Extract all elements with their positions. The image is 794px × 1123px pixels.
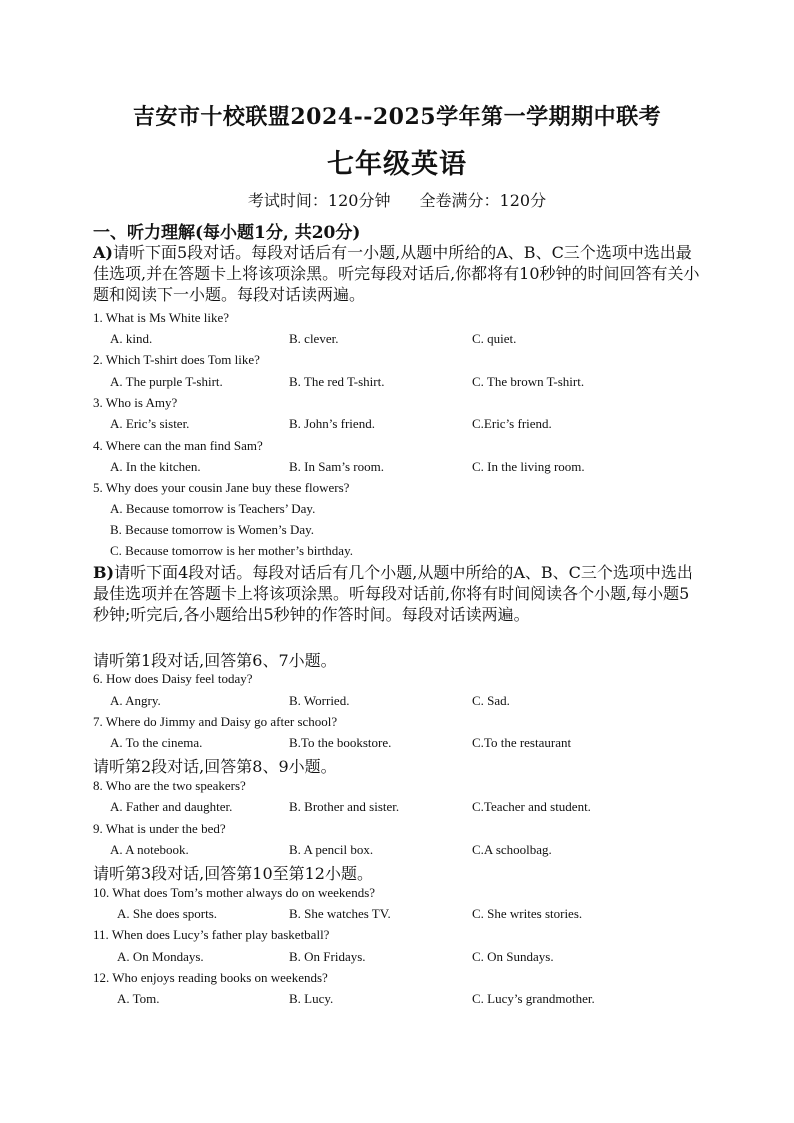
question-11: 11. When does Lucy’s father play basketball?	[93, 927, 330, 942]
part-a-label: A)	[93, 243, 113, 262]
option-12a: A. Tom.	[117, 991, 160, 1006]
question-5: 5. Why does your cousin Jane buy these flowers?	[93, 480, 350, 495]
option-6b: B. Worried.	[289, 693, 350, 708]
option-1a: A. kind.	[110, 331, 153, 346]
option-4b: B. In Sam’s room.	[289, 459, 384, 474]
option-10c: C. She writes stories.	[472, 906, 583, 921]
part-b-instructions	[93, 562, 705, 625]
option-8b: B. Brother and sister.	[289, 799, 400, 814]
question-7: 7. Where do Jimmy and Daisy go after school?	[93, 714, 338, 729]
question-2: 2. Which T-shirt does Tom like?	[93, 352, 260, 367]
option-11c: C. On Sundays.	[472, 949, 554, 964]
question-12: 12. Who enjoys reading books on weekends?	[93, 970, 328, 985]
option-3c: C.Eric’s friend.	[472, 416, 552, 431]
part-b-label: B)	[93, 563, 115, 582]
option-7a: A. To the cinema.	[110, 735, 203, 750]
question-4: 4. Where can the man find Sam?	[93, 438, 263, 453]
option-7b: B.To the bookstore.	[289, 735, 392, 750]
option-6c: C. Sad.	[472, 693, 510, 708]
question-3: 3. Who is Amy?	[93, 395, 178, 410]
option-2a: A. The purple T-shirt.	[110, 374, 223, 389]
section-heading: 一、听力理解(每小题1分, 共20分)	[93, 223, 361, 243]
exam-score: 全卷满分：120分	[419, 191, 547, 210]
option-1b: B. clever.	[289, 331, 339, 346]
option-7c: C.To the restaurant	[472, 735, 572, 750]
question-10: 10. What does Tom’s mother always do on weekends?	[93, 885, 376, 900]
dialog-1-heading: 请听第1段对话,回答第6、7小题。	[93, 651, 337, 670]
question-8: 8. Who are the two speakers?	[93, 778, 246, 793]
option-12c: C. Lucy’s grandmother.	[472, 991, 595, 1006]
option-4c: C. In the living room.	[472, 459, 585, 474]
question-1: 1. What is Ms White like?	[93, 310, 229, 325]
option-4a: A. In the kitchen.	[110, 459, 201, 474]
option-9a: A. A notebook.	[110, 842, 189, 857]
subject-title: 七年级英语	[327, 149, 467, 180]
option-10b: B. She watches TV.	[289, 906, 391, 921]
option-8c: C.Teacher and student.	[472, 799, 591, 814]
option-8a: A. Father and daughter.	[110, 799, 233, 814]
option-11a: A. On Mondays.	[117, 949, 204, 964]
part-a-text: 请听下面5段对话。每段对话后有一小题,从题中所给的A、B、C三个选项中选出最佳选项,并在答题卡上将该项涂黑。听完每段对话后,你都将有10秒钟的时间回答有关小题和阅读下一小题。每段对话读两遍。	[93, 243, 700, 304]
option-3b: B. John’s friend.	[289, 416, 375, 431]
option-10a: A. She does sports.	[117, 906, 218, 921]
dialog-3-heading: 请听第3段对话,回答第10至第12小题。	[93, 864, 373, 883]
option-3a: A. Eric’s sister.	[110, 416, 190, 431]
option-5c: C. Because tomorrow is her mother’s birthday.	[110, 543, 353, 558]
exam-info	[0, 188, 794, 211]
question-6: 6. How does Daisy feel today?	[93, 671, 253, 686]
option-6a: A. Angry.	[110, 693, 161, 708]
option-9c: C.A schoolbag.	[472, 842, 552, 857]
option-5a: A. Because tomorrow is Teachers’ Day.	[110, 501, 316, 516]
option-12b: B. Lucy.	[289, 991, 334, 1006]
option-11b: B. On Fridays.	[289, 949, 366, 964]
option-9b: B. A pencil box.	[289, 842, 374, 857]
exam-title: 吉安市十校联盟2024--2025学年第一学期期中联考	[132, 104, 662, 130]
option-5b: B. Because tomorrow is Women’s Day.	[110, 522, 315, 537]
part-a-instructions	[93, 242, 705, 305]
option-2c: C. The brown T-shirt.	[472, 374, 585, 389]
exam-time: 考试时间：120分钟	[247, 191, 391, 210]
part-b-text: 请听下面4段对话。每段对话后有几个小题,从题中所给的A、B、C三个选项中选出最佳选项并在答题卡上将该项涂黑。听每段对话前,你将有时间阅读各个小题,每小题5秒钟;听完后,各小题给出5秒钟的作答时间。每段对话读两遍。	[93, 563, 693, 624]
question-9: 9. What is under the bed?	[93, 821, 226, 836]
dialog-2-heading: 请听第2段对话,回答第8、9小题。	[93, 757, 337, 776]
option-2b: B. The red T-shirt.	[289, 374, 385, 389]
option-1c: C. quiet.	[472, 331, 517, 346]
